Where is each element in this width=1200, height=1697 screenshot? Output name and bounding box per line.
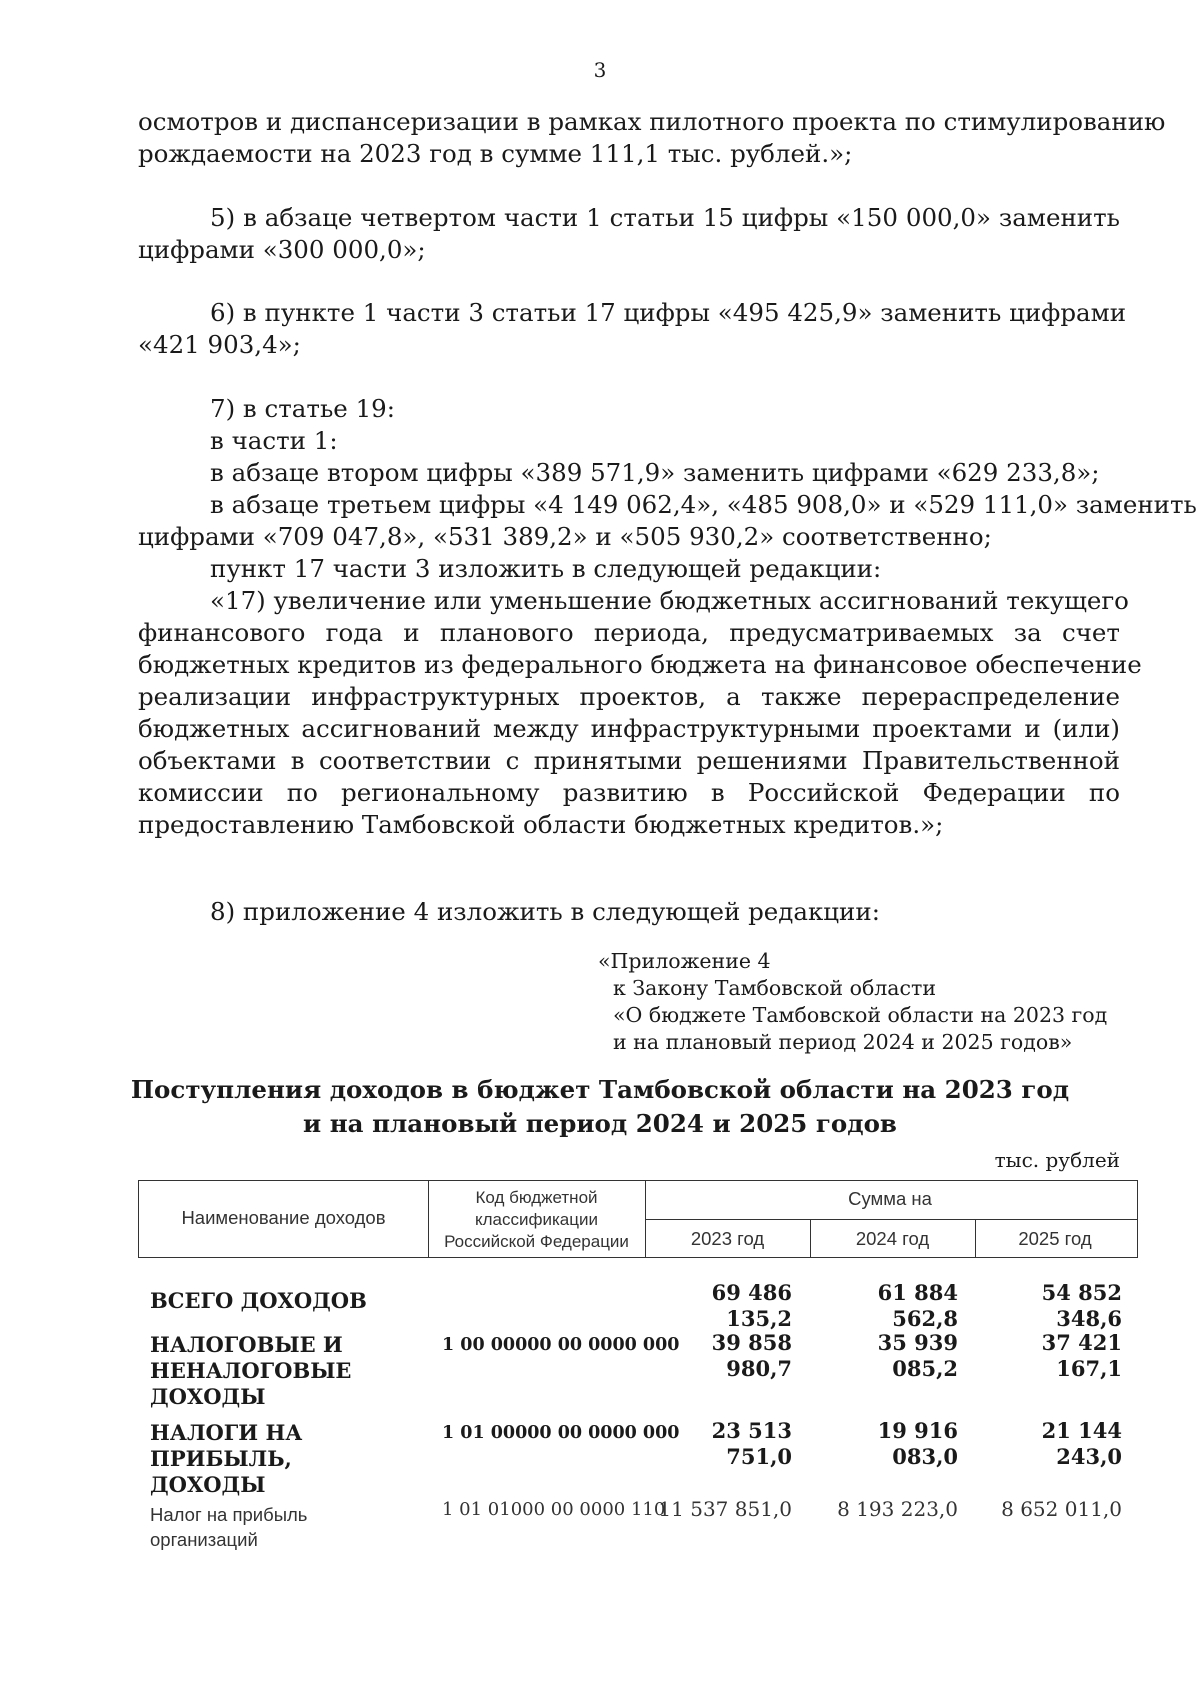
- row-value-2024: 35 939 085,2: [877, 1330, 958, 1381]
- table-title: [0, 1073, 1200, 1141]
- appendix-header: [598, 948, 1107, 1056]
- paragraph-line: «17) увеличение или уменьшение бюджетных ассигнований текущего: [210, 586, 1129, 615]
- paragraph-line: предоставлению Тамбовской области бюджетных кредитов.»;: [138, 810, 944, 839]
- header-sum: Сумма на: [848, 1188, 932, 1209]
- appendix-line: к Закону Тамбовской области: [613, 976, 937, 1000]
- row-value-2023: 23 513 751,0: [711, 1418, 792, 1469]
- header-code: Код бюджетной классификации Российской Федерации: [444, 1188, 629, 1251]
- row-value-2024: 19 916 083,0: [877, 1418, 958, 1469]
- paragraph-line: объектами в соответствии с принятыми решениями Правительственной: [138, 746, 1120, 775]
- paragraph-line: бюджетных ассигнований между инфраструктурными проектами и (или): [138, 714, 1120, 743]
- paragraph-line: рождаемости на 2023 год в сумме 111,1 тыс. рублей.»;: [138, 139, 853, 168]
- row-value-2024: 8 193 223,0: [837, 1497, 958, 1521]
- unit-label: тыс. рублей: [994, 1148, 1120, 1172]
- paragraph-line: «421 903,4»;: [138, 330, 301, 359]
- paragraph-line: осмотров и диспансеризации в рамках пилотного проекта по стимулированию: [138, 107, 1166, 136]
- paragraph-line: 7) в статье 19:: [210, 394, 396, 423]
- paragraph-line: в абзаце втором цифры «389 571,9» заменить цифрами «629 233,8»;: [210, 458, 1100, 487]
- paragraph-line: комиссии по региональному развитию в Российской Федерации по: [138, 778, 1120, 807]
- appendix-line: и на плановый период 2024 и 2025 годов»: [613, 1030, 1073, 1054]
- paragraph-line: в части 1:: [210, 426, 338, 455]
- paragraph-line: бюджетных кредитов из федерального бюджета на финансовое обеспечение: [138, 650, 1142, 679]
- row-name: НАЛОГОВЫЕ И НЕНАЛОГОВЫЕ ДОХОДЫ: [150, 1332, 352, 1409]
- paragraph-line: реализации инфраструктурных проектов, а также перераспределение: [138, 682, 1120, 711]
- appendix-line: «О бюджете Тамбовской области на 2023 год: [613, 1003, 1108, 1027]
- row-value-2025: 37 421 167,1: [1041, 1330, 1122, 1381]
- header-year-2023: 2023 год: [690, 1228, 765, 1249]
- paragraph-line: в абзаце третьем цифры «4 149 062,4», «485 908,0» и «529 111,0» заменить: [210, 490, 1197, 519]
- row-value-2023: 69 486 135,2: [711, 1280, 792, 1331]
- header-year-2024: 2024 год: [855, 1228, 930, 1249]
- paragraph-line: цифрами «300 000,0»;: [138, 235, 426, 264]
- row-value-2023: 11 537 851,0: [658, 1497, 792, 1521]
- table-title-line: Поступления доходов в бюджет Тамбовской области на 2023 год: [130, 1075, 1070, 1104]
- row-value-2025: 54 852 348,6: [1041, 1280, 1122, 1331]
- paragraph-line: 6) в пункте 1 части 3 статьи 17 цифры «495 425,9» заменить цифрами: [210, 298, 1127, 327]
- paragraph-line: 8) приложение 4 изложить в следующей редакции:: [210, 897, 880, 926]
- row-name: НАЛОГИ НА ПРИБЫЛЬ, ДОХОДЫ: [150, 1420, 303, 1497]
- paragraph-line: пункт 17 части 3 изложить в следующей редакции:: [210, 554, 882, 583]
- row-name: ВСЕГО ДОХОДОВ: [150, 1288, 367, 1313]
- paragraph-line: 5) в абзаце четвертом части 1 статьи 15 цифры «150 000,0» заменить: [210, 203, 1120, 232]
- row-value-2025: 21 144 243,0: [1041, 1418, 1122, 1469]
- table-title-line: и на плановый период 2024 и 2025 годов: [303, 1109, 897, 1138]
- paragraph-line: финансового года и планового периода, предусматриваемых за счет: [138, 618, 1120, 647]
- header-name: Наименование доходов: [181, 1207, 386, 1228]
- row-name: Налог на прибыль организаций: [150, 1504, 308, 1550]
- row-value-2023: 39 858 980,7: [711, 1330, 792, 1381]
- header-year-2025: 2025 год: [1018, 1228, 1092, 1249]
- table-header: [138, 1180, 1138, 1258]
- appendix-line: «Приложение 4: [598, 949, 771, 973]
- paragraph-line: цифрами «709 047,8», «531 389,2» и «505 930,2» соответственно;: [138, 522, 992, 551]
- row-value-2024: 61 884 562,8: [877, 1280, 958, 1331]
- row-value-2025: 8 652 011,0: [1001, 1497, 1122, 1521]
- row-code: 1 01 00000 00 0000 000: [442, 1423, 680, 1443]
- row-code: 1 01 01000 00 0000 110: [442, 1499, 666, 1520]
- page-number: 3: [593, 58, 607, 82]
- row-code: 1 00 00000 00 0000 000: [442, 1335, 680, 1355]
